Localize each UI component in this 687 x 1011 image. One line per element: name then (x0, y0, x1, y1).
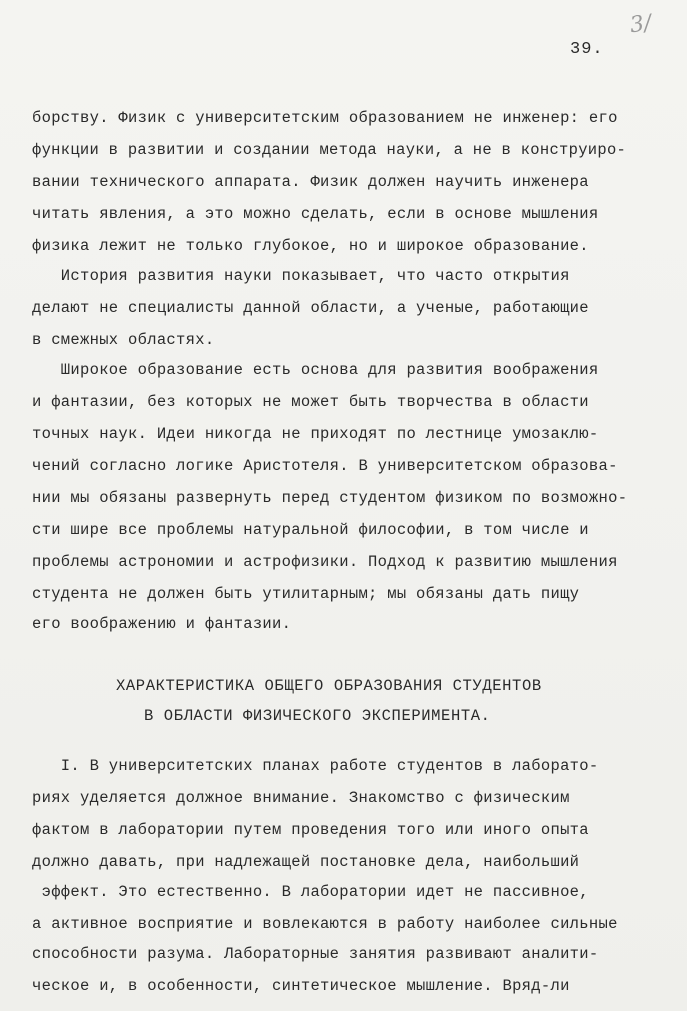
section-body-line-5: эффект. Это естественно. В лаборатории идет не пассивное, (32, 883, 589, 901)
section-body-line-2: риях уделяется должное внимание. Знакомство с физическим (32, 789, 570, 807)
paragraph-1-line-1: борству. Физик с университетским образованием не инженер: его (32, 109, 618, 127)
pencil-page-mark: 3/ (628, 10, 654, 39)
section-body-line-3: фактом в лаборатории путем проведения того или иного опыта (32, 821, 589, 839)
paragraph-1-line-2: функции в развитии и создании метода науки, а не в конструиро- (32, 141, 627, 159)
paragraph-1-line-5: физика лежит не только глубокое, но и широкое образование. (32, 237, 589, 255)
paragraph-3-line-2: и фантазии, без которых не может быть творчества в области (32, 393, 589, 411)
section-body-line-1: I. В университетских планах работе студентов в лаборато- (32, 757, 599, 775)
section-heading-line-2: В ОБЛАСТИ ФИЗИЧЕСКОГО ЭКСПЕРИМЕНТА. (144, 707, 491, 725)
paragraph-2-line-3: в смежных областях. (32, 331, 215, 349)
paragraph-3-line-3: точных наук. Идеи никогда не приходят по лестнице умозаклю- (32, 425, 599, 443)
paragraph-3-line-4: чений согласно логике Аристотеля. В университетском образова- (32, 457, 618, 475)
section-body-line-6: а активное восприятие и вовлекаются в работу наиболее сильные (32, 915, 618, 933)
paragraph-3-line-5: нии мы обязаны развернуть перед студентом физиком по возможно- (32, 489, 628, 507)
paragraph-3-line-8: студента не должен быть утилитарным; мы обязаны дать пищу (32, 585, 580, 603)
paragraph-3-line-9: его воображению и фантазии. (32, 615, 292, 633)
paragraph-3-line-7: проблемы астрономии и астрофизики. Подход к развитию мышления (32, 553, 618, 571)
paragraph-2-line-1: История развития науки показывает, что часто открытия (32, 267, 570, 285)
section-heading-line-1: ХАРАКТЕРИСТИКА ОБЩЕГО ОБРАЗОВАНИЯ СТУДЕНТОВ (116, 677, 542, 695)
section-body-line-8: ческое и, в особенности, синтетическое мышление. Вряд-ли (32, 977, 570, 995)
section-body-line-7: способности разума. Лабораторные занятия развивают аналити- (32, 945, 599, 963)
section-body-line-4: должно давать, при надлежащей постановке дела, наибольший (32, 853, 580, 871)
paragraph-1-line-3: вании технического аппарата. Физик должен научить инженера (32, 173, 589, 191)
paragraph-3-line-1: Широкое образование есть основа для развития воображения (32, 361, 599, 379)
paragraph-3-line-6: сти шире все проблемы натуральной философии, в том числе и (32, 521, 589, 539)
paragraph-2-line-2: делают не специалисты данной области, а ученые, работающие (32, 299, 589, 317)
paragraph-1-line-4: читать явления, а это можно сделать, если в основе мышления (32, 205, 599, 223)
page-number: 39. (570, 40, 604, 59)
